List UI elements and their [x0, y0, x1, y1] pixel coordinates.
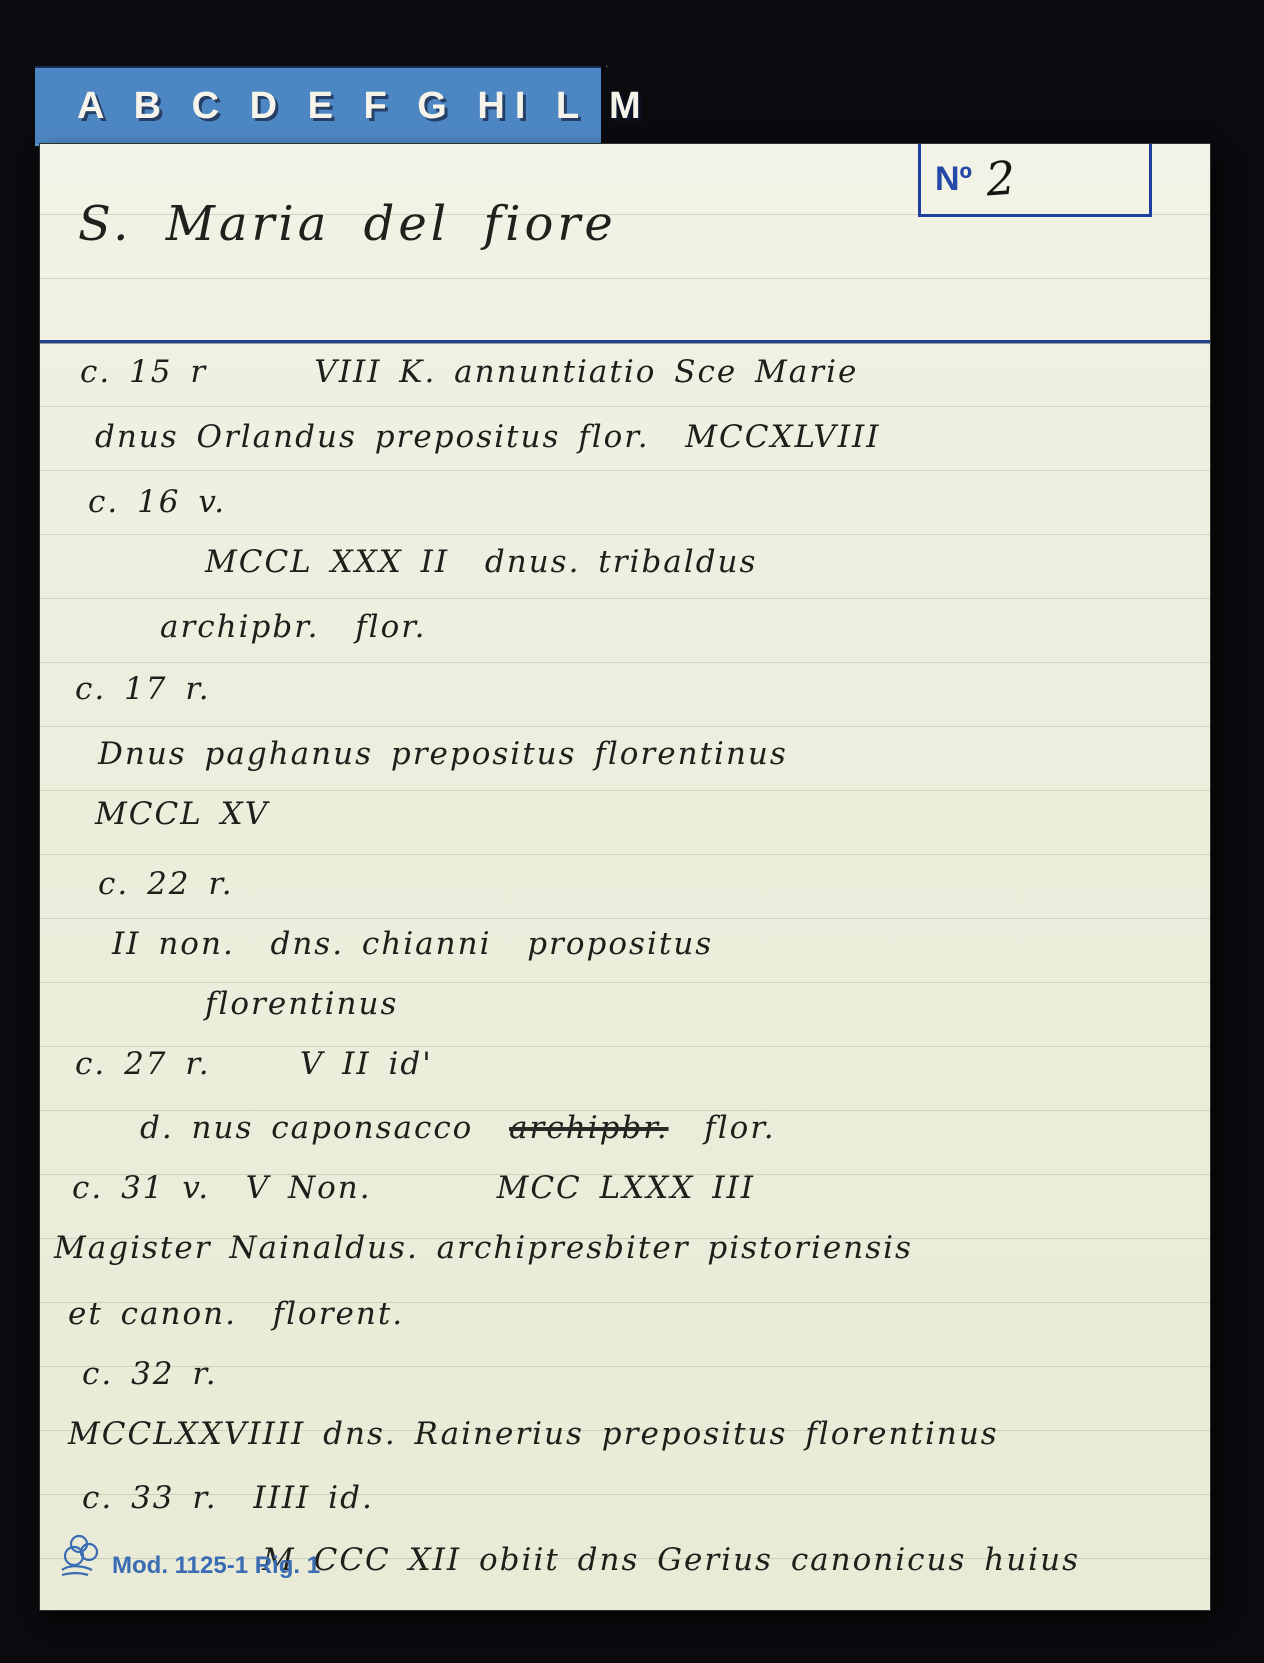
- title-separator-rule: [40, 340, 1210, 343]
- handwritten-line: archipbr. flor.: [160, 609, 427, 645]
- handwritten-line: c. 33 r. IIII id.: [82, 1480, 374, 1516]
- handwritten-line: c. 31 v. V Non. MCC LXXX III: [72, 1170, 756, 1206]
- handwritten-line: florentinus: [205, 986, 399, 1022]
- handwritten-line: dnus Orlandus prepositus flor. MCCXLVIII: [95, 419, 881, 455]
- ruled-line: [40, 918, 1210, 919]
- handwritten-line: c. 17 r.: [75, 671, 211, 707]
- handwritten-line: c. 22 r.: [98, 866, 234, 902]
- handwritten-line: d. nus caponsacco archipbr. flor.: [140, 1110, 776, 1146]
- ruled-line: [40, 278, 1210, 279]
- card-title: S. Maria del fiore: [78, 196, 617, 252]
- handwritten-line: c. 15 r VIII K. annuntiatio Sce Marie: [80, 354, 859, 390]
- ruled-line: [40, 662, 1210, 663]
- alphabet-tab-letters: A B C D E F G HI L M: [77, 84, 651, 127]
- handwritten-line: M CCC XII obiit dns Gerius canonicus huius: [262, 1542, 1080, 1578]
- struck-word: archipbr.: [509, 1110, 669, 1146]
- handwritten-line: Dnus paghanus prepositus florentinus: [98, 736, 788, 772]
- ruled-line: [40, 726, 1210, 727]
- handwritten-line: c. 16 v.: [88, 484, 227, 520]
- ruled-line: [40, 470, 1210, 471]
- handwritten-line: MCCL XXX II dnus. tribaldus: [205, 544, 758, 580]
- ruled-line: [40, 790, 1210, 791]
- alphabet-tab: [35, 66, 651, 146]
- handwritten-line: Magister Nainaldus. archipresbiter pistoriensis: [54, 1230, 913, 1266]
- card-number-box: [918, 144, 1152, 217]
- card-number-value: 2: [984, 150, 1018, 207]
- handwritten-line: c. 27 r. V II id': [75, 1046, 433, 1082]
- card-number-label: Nº: [935, 159, 972, 198]
- ruled-line: [40, 982, 1210, 983]
- ruled-line: [40, 598, 1210, 599]
- ruled-line: [40, 854, 1210, 855]
- card-model-text: Mod. 1125-1 Rig. 1: [112, 1552, 321, 1579]
- handwritten-line: MCCLXXVIIII dns. Rainerius prepositus florentinus: [68, 1416, 999, 1452]
- card-footer: [58, 1532, 320, 1584]
- ruled-line: [40, 534, 1210, 535]
- handwritten-line: II non. dns. chianni propositus: [112, 926, 714, 962]
- handwritten-line: c. 32 r.: [82, 1356, 218, 1392]
- press-monogram-icon: [58, 1532, 104, 1584]
- handwritten-line: et canon. florent.: [68, 1296, 405, 1332]
- handwritten-line: MCCL XV: [95, 796, 270, 832]
- ruled-line: [40, 406, 1210, 407]
- index-card: [40, 144, 1210, 1610]
